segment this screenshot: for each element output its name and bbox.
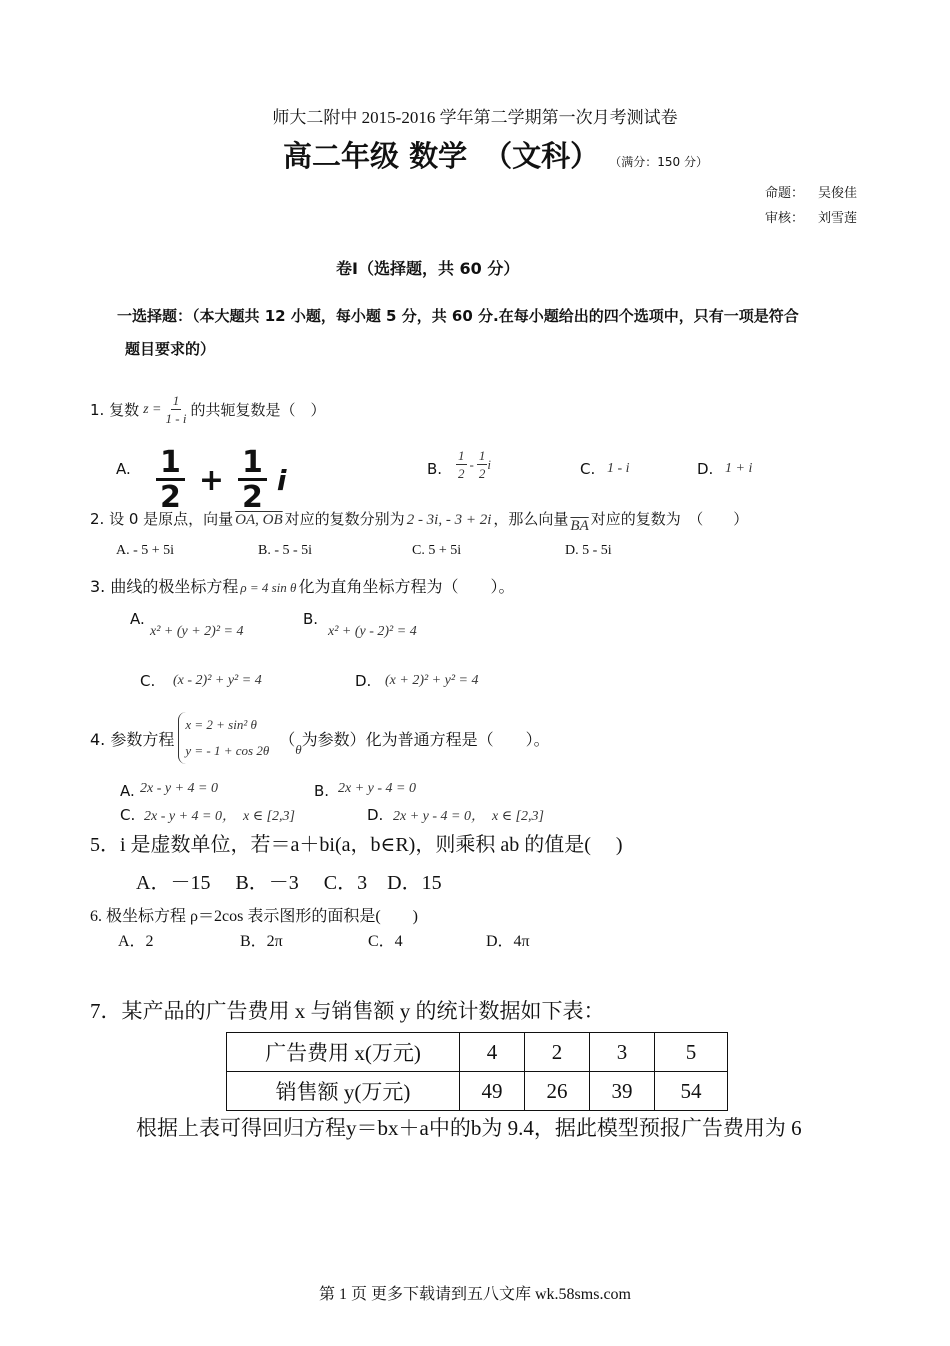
q6-option-b: B．2π: [240, 933, 283, 950]
section-instruction-line2: 题目要求的）: [125, 340, 216, 358]
page-footer: 第 1 页 更多下载请到五八文库 wk.58sms.com: [318, 1286, 631, 1303]
q4-param-note: 为参数）化为普通方程是（ ）。: [301, 729, 550, 749]
q6-option-a: A．2: [118, 933, 154, 950]
table-cell: 4: [460, 1033, 525, 1072]
reviewer-name: 刘雪莲: [818, 211, 858, 226]
q1-a-frac1: [156, 445, 185, 515]
q3-option-c: (x - 2)² + y² = 4: [173, 673, 262, 688]
title-grade: 高二年级 数学: [283, 139, 468, 173]
author-name: 吴俊佳: [818, 186, 858, 201]
section-instruction-line1: 一选择题：（本大题共 12 小题，每小题 5 分，共 60 分.在每小题给出的四个选项中，只有一项是符合: [117, 307, 799, 325]
table-row: [227, 1072, 728, 1111]
q3-option-c-label: C.: [140, 672, 156, 690]
q4-option-d: 2x + y - 4 = 0， x ∈ [2,3]: [393, 809, 544, 824]
q1-fraction: [166, 394, 187, 425]
q1-a-den1: 2: [160, 480, 181, 515]
table-row: [227, 1033, 728, 1072]
q1-frac-num: 1: [172, 393, 180, 408]
q1-frac-den: 1 - i: [165, 411, 187, 426]
q1-option-d: 1 + i: [725, 461, 753, 476]
q1-a-plus: +: [198, 463, 225, 498]
q1-a-num1: 1: [156, 448, 185, 481]
section-title: 卷Ⅰ（选择题，共 60 分）: [336, 259, 520, 278]
question-2-stem: [90, 508, 749, 534]
q1-b-minus: -: [469, 456, 474, 472]
full-score: （满分：150 分）: [609, 155, 708, 169]
q1-b-den2: 2: [478, 466, 486, 481]
table-row-header-sales: 销售额 y(万元): [227, 1072, 460, 1111]
q2-middle2: ，那么向量: [493, 510, 569, 528]
q4-prefix: 4. 参数方程: [90, 729, 175, 749]
question-3-stem: [90, 574, 514, 597]
q1-option-b: [456, 449, 491, 480]
q3-option-d-label: D.: [355, 672, 372, 690]
q1-a-den2: 2: [242, 480, 263, 515]
author-label: 命题：: [765, 186, 805, 201]
q1-b-frac1: [456, 449, 467, 480]
table-cell: 54: [655, 1072, 728, 1111]
statistics-table: [226, 1032, 728, 1111]
reviewer-line: [765, 207, 857, 226]
q3-option-b: x² + (y - 2)² = 4: [328, 624, 417, 639]
question-4-stem: [90, 712, 550, 764]
question-7-stem: 7．某产品的广告费用 x 与销售额 y 的统计数据如下表：: [90, 999, 605, 1023]
q2-vectors: OA, OB: [235, 512, 283, 528]
q2-values: 2 - 3i, - 3 + 2i: [406, 512, 492, 528]
q3-option-b-label: B.: [303, 610, 319, 628]
table-cell: 5: [655, 1033, 728, 1072]
q4-option-a-label: A.: [120, 782, 135, 800]
q1-option-a: [156, 445, 287, 515]
q4-paren-open: （: [279, 729, 296, 749]
q4-system: [178, 712, 269, 764]
q4-option-a: 2x - y + 4 = 0: [140, 781, 218, 796]
q4-line1: x = 2 + sin² θ: [185, 717, 257, 732]
q1-option-a-label: A.: [116, 460, 131, 478]
reviewer-label: 审核：: [765, 211, 805, 226]
title-subject: （文科）: [483, 139, 600, 173]
q6-option-d: D．4π: [486, 933, 530, 950]
q2-middle: 对应的复数分别为: [284, 510, 405, 528]
q3-equation: ρ = 4 sin θ: [240, 580, 297, 595]
q1-b-num1: 1: [458, 448, 465, 463]
q3-option-a: x² + (y + 2)² = 4: [150, 624, 244, 639]
q4-theta: θ: [295, 742, 302, 757]
q1-b-frac2: [477, 449, 488, 480]
q1-option-c-label: C.: [580, 460, 596, 478]
q2-prefix: 2. 设 0 是原点，向量: [90, 510, 234, 528]
q1-a-num2: 1: [238, 448, 267, 481]
q1-suffix: 的共轭复数是（ ）: [190, 401, 326, 419]
table-cell: 2: [525, 1033, 590, 1072]
q4-option-b-label: B.: [314, 782, 330, 800]
q1-option-b-label: B.: [427, 460, 443, 478]
table-cell: 3: [590, 1033, 655, 1072]
author-line: [765, 182, 857, 201]
q3-option-d: (x + 2)² + y² = 4: [385, 673, 479, 688]
q3-suffix: 化为直角坐标方程为（ ）。: [298, 577, 515, 596]
school-exam-title: 师大二附中 2015-2016 学年第二学期第一次月考测试卷: [272, 108, 678, 127]
table-cell: 39: [590, 1072, 655, 1111]
q4-option-b: 2x + y - 4 = 0: [338, 781, 416, 796]
q1-option-c: 1 - i: [607, 461, 630, 476]
q2-suffix: 对应的复数为 （ ）: [590, 510, 749, 528]
q2-option-b: B. - 5 - 5i: [258, 543, 313, 558]
q1-prefix: 1. 复数: [90, 401, 140, 419]
q1-b-i: i: [487, 456, 491, 472]
exam-title: [283, 134, 708, 175]
q2-option-a: A. - 5 + 5i: [116, 543, 175, 558]
question-7-followup: 根据上表可得回归方程y＝bx＋a中的b为 9.4，据此模型预报广告费用为 6: [136, 1116, 802, 1140]
q4-option-c: 2x - y + 4 = 0， x ∈ [2,3]: [144, 809, 295, 824]
q1-option-d-label: D.: [697, 460, 714, 478]
q2-option-c: C. 5 + 5i: [412, 543, 462, 558]
q1-b-num2: 1: [478, 448, 486, 463]
table-cell: 26: [525, 1072, 590, 1111]
q6-option-c: C．4: [368, 933, 403, 950]
question-5-stem: 5．i 是虚数单位，若＝a＋bi(a，b∈R)，则乘积 ab 的值是( ): [90, 834, 623, 856]
q4-option-d-label: D.: [367, 806, 384, 824]
q4-line2: y = - 1 + cos 2θ: [185, 743, 270, 758]
table-row-header-ad-cost: 广告费用 x(万元): [227, 1033, 460, 1072]
q2-option-d: D. 5 - 5i: [565, 543, 612, 558]
question-6-stem: 6. 极坐标方程 ρ＝2cos 表示图形的面积是( ): [90, 908, 418, 925]
q1-a-i: i: [276, 464, 287, 497]
q3-option-a-label: A.: [130, 610, 145, 628]
q1-var: z =: [143, 401, 162, 417]
q3-prefix: 3. 曲线的极坐标方程: [90, 577, 239, 596]
question-5-options: A．－15 B．－3 C．3 D．15: [136, 872, 442, 894]
q1-b-den1: 2: [458, 466, 465, 481]
q2-vector-ba: $\overline{BA}$: [570, 518, 589, 534]
q1-a-frac2: [238, 445, 267, 515]
table-cell: 49: [460, 1072, 525, 1111]
q4-option-c-label: C.: [120, 806, 136, 824]
question-1-stem: [90, 394, 325, 425]
